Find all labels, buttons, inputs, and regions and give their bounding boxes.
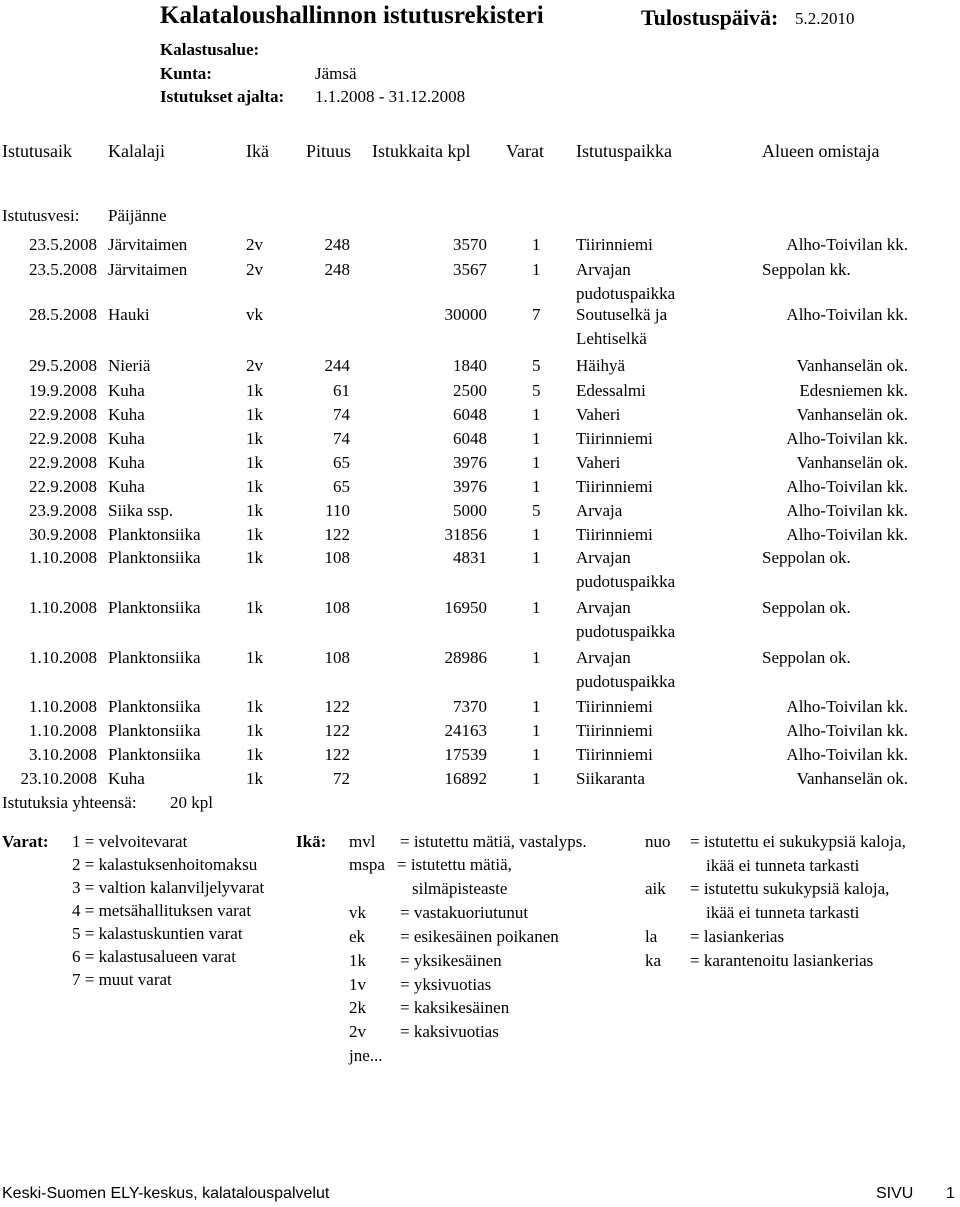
cell-age: 1k — [246, 429, 263, 448]
cell-date: 1.10.2008 — [29, 548, 97, 567]
other-legend-text: = lasiankerias — [690, 927, 785, 946]
cell-owner: Alho-Toivilan kk. — [786, 525, 908, 544]
varat-legend-label: Varat: — [2, 832, 49, 851]
ika-legend-code: 1v — [349, 975, 366, 994]
cell-count: 30000 — [444, 305, 487, 324]
ika-legend-text: = kaksikesäinen — [400, 998, 510, 1017]
cell-species: Nieriä — [108, 356, 151, 375]
cell-age: 1k — [246, 381, 263, 400]
cell-owner: Alho-Toivilan kk. — [786, 501, 908, 520]
cell-species: Planktonsiika — [108, 525, 201, 544]
cell-owner: Seppolan ok. — [762, 598, 851, 617]
cell-species: Planktonsiika — [108, 721, 201, 740]
cell-place: Tiirinniemi — [576, 525, 653, 544]
other-legend-code: aik — [645, 879, 666, 898]
cell-owner: Alho-Toivilan kk. — [786, 477, 908, 496]
cell-date: 1.10.2008 — [29, 721, 97, 740]
footer-page-num: 1 — [946, 1185, 955, 1202]
cell-species: Kuha — [108, 381, 145, 400]
ika-legend-code: ek — [349, 927, 366, 946]
cell-age: 1k — [246, 769, 263, 788]
varat-legend-item: 7 = muut varat — [72, 970, 172, 989]
cell-count: 6048 — [453, 429, 487, 448]
cell-varat: 1 — [532, 477, 541, 496]
cell-date: 1.10.2008 — [29, 598, 97, 617]
col-header-age: Ikä — [246, 141, 269, 161]
cell-length: 74 — [333, 429, 350, 448]
cell-varat: 1 — [532, 721, 541, 740]
cell-varat: 7 — [532, 305, 541, 324]
ika-legend-code: mvl — [349, 832, 376, 851]
ika-legend-text: silmäpisteaste — [412, 879, 508, 898]
cell-count: 16892 — [444, 769, 487, 788]
cell-count: 3976 — [453, 477, 487, 496]
cell-place: Soutuselkä ja — [576, 305, 668, 324]
cell-date: 22.9.2008 — [29, 477, 97, 496]
cell-age: 1k — [246, 648, 263, 667]
cell-count: 31856 — [444, 525, 487, 544]
cell-species: Kuha — [108, 429, 145, 448]
ika-legend-text: = yksivuotias — [400, 975, 492, 994]
cell-owner: Vanhanselän ok. — [796, 769, 908, 788]
cell-age: 2v — [246, 235, 263, 254]
cell-place: Arvajan — [576, 260, 631, 279]
other-legend-text: = istutettu ei sukukypsiä kaloja, — [690, 832, 906, 851]
cell-varat: 1 — [532, 598, 541, 617]
cell-varat: 5 — [532, 501, 541, 520]
cell-varat: 1 — [532, 429, 541, 448]
varat-legend-item: 5 = kalastuskuntien varat — [72, 924, 243, 943]
cell-length: 122 — [324, 697, 350, 716]
other-legend-code: nuo — [645, 832, 671, 851]
cell-place-line2: pudotuspaikka — [576, 284, 676, 303]
footer-page-label: SIVU — [876, 1185, 914, 1202]
cell-date: 23.10.2008 — [20, 769, 97, 788]
cell-owner: Alho-Toivilan kk. — [786, 235, 908, 254]
cell-owner: Alho-Toivilan kk. — [786, 429, 908, 448]
col-header-date: Istutusaik — [2, 141, 72, 161]
cell-age: 1k — [246, 745, 263, 764]
cell-place-line2: pudotuspaikka — [576, 672, 676, 691]
cell-species: Kuha — [108, 453, 145, 472]
cell-length: 110 — [325, 501, 350, 520]
cell-varat: 1 — [532, 453, 541, 472]
ika-legend-text: = istutettu mätiä, vastalyps. — [400, 832, 587, 851]
varat-legend-item: 3 = valtion kalanviljelyvarat — [72, 878, 265, 897]
cell-owner: Seppolan ok. — [762, 648, 851, 667]
cell-length: 108 — [324, 648, 350, 667]
cell-place-line2: pudotuspaikka — [576, 622, 676, 641]
varat-legend-item: 6 = kalastusalueen varat — [72, 947, 236, 966]
varat-legend-item: 2 = kalastuksenhoitomaksu — [72, 855, 258, 874]
cell-length: 74 — [333, 405, 350, 424]
other-legend-code: la — [645, 927, 658, 946]
col-header-varat: Varat — [506, 141, 544, 161]
cell-count: 3570 — [453, 235, 487, 254]
cell-owner: Vanhanselän ok. — [796, 453, 908, 472]
cell-length: 108 — [324, 548, 350, 567]
cell-species: Planktonsiika — [108, 598, 201, 617]
cell-date: 22.9.2008 — [29, 429, 97, 448]
total-label: Istutuksia yhteensä: — [2, 793, 137, 812]
cell-species: Järvitaimen — [108, 235, 188, 254]
cell-age: 1k — [246, 721, 263, 740]
cell-owner: Vanhanselän ok. — [796, 356, 908, 375]
cell-place: Siikaranta — [576, 769, 645, 788]
cell-varat: 1 — [532, 235, 541, 254]
cell-length: 122 — [324, 721, 350, 740]
cell-count: 7370 — [453, 697, 487, 716]
cell-species: Järvitaimen — [108, 260, 188, 279]
other-legend-text: = istutettu sukukypsiä kaloja, — [690, 879, 890, 898]
cell-species: Hauki — [108, 305, 150, 324]
cell-owner: Seppolan kk. — [762, 260, 851, 279]
cell-varat: 1 — [532, 648, 541, 667]
cell-owner: Edesniemen kk. — [799, 381, 908, 400]
cell-owner: Alho-Toivilan kk. — [786, 305, 908, 324]
cell-varat: 1 — [532, 697, 541, 716]
cell-owner: Alho-Toivilan kk. — [786, 697, 908, 716]
cell-length: 248 — [324, 260, 350, 279]
cell-place: Edessalmi — [576, 381, 646, 400]
cell-varat: 1 — [532, 769, 541, 788]
cell-species: Planktonsiika — [108, 697, 201, 716]
cell-count: 17539 — [444, 745, 487, 764]
ika-legend-text: = istutettu mätiä, — [397, 855, 512, 874]
cell-place: Arvajan — [576, 548, 631, 567]
other-legend-code: ka — [645, 951, 662, 970]
cell-date: 29.5.2008 — [29, 356, 97, 375]
cell-owner: Seppolan ok. — [762, 548, 851, 567]
cell-age: 1k — [246, 453, 263, 472]
cell-length: 244 — [324, 356, 350, 375]
cell-species: Planktonsiika — [108, 648, 201, 667]
cell-place: Tiirinniemi — [576, 721, 653, 740]
cell-count: 4831 — [453, 548, 487, 567]
cell-species: Planktonsiika — [108, 745, 201, 764]
ika-legend-code: mspa — [349, 855, 385, 874]
total-value: 20 kpl — [170, 793, 213, 812]
cell-age: 1k — [246, 548, 263, 567]
kunta-value: Jämsä — [315, 64, 357, 83]
cell-place: Tiirinniemi — [576, 745, 653, 764]
other-legend-text-line2: ikää ei tunneta tarkasti — [706, 856, 860, 875]
other-legend-text: = karantenoitu lasiankerias — [690, 951, 874, 970]
cell-count: 28986 — [444, 648, 487, 667]
kunta-label: Kunta: — [160, 64, 212, 83]
cell-count: 3567 — [453, 260, 487, 279]
cell-owner: Alho-Toivilan kk. — [786, 721, 908, 740]
cell-length: 122 — [324, 745, 350, 764]
cell-date: 1.10.2008 — [29, 648, 97, 667]
cell-place: Tiirinniemi — [576, 235, 653, 254]
cell-count: 5000 — [453, 501, 487, 520]
cell-length: 65 — [333, 477, 350, 496]
print-date-label: Tulostuspäivä: — [641, 5, 779, 30]
cell-varat: 1 — [532, 405, 541, 424]
cell-length: 61 — [333, 381, 350, 400]
water-label: Istutusvesi: — [2, 206, 80, 225]
varat-legend-item: 1 = velvoitevarat — [72, 832, 188, 851]
cell-count: 16950 — [444, 598, 487, 617]
ika-legend-text: = vastakuoriutunut — [400, 903, 529, 922]
cell-age: 1k — [246, 598, 263, 617]
cell-count: 24163 — [444, 721, 487, 740]
cell-date: 1.10.2008 — [29, 697, 97, 716]
cell-place: Tiirinniemi — [576, 697, 653, 716]
cell-age: 1k — [246, 405, 263, 424]
cell-species: Kuha — [108, 405, 145, 424]
cell-date: 3.10.2008 — [29, 745, 97, 764]
print-date: 5.2.2010 — [795, 9, 855, 28]
cell-age: 1k — [246, 501, 263, 520]
cell-date: 22.9.2008 — [29, 405, 97, 424]
ika-legend-text: = esikesäinen poikanen — [400, 927, 559, 946]
cell-length: 72 — [333, 769, 350, 788]
ika-legend-code: 2v — [349, 1022, 366, 1041]
cell-species: Planktonsiika — [108, 548, 201, 567]
cell-age: 1k — [246, 697, 263, 716]
cell-place-line2: pudotuspaikka — [576, 572, 676, 591]
cell-length: 65 — [333, 453, 350, 472]
footer-org: Keski-Suomen ELY-keskus, kalatalouspalvelut — [2, 1185, 330, 1202]
cell-age: 1k — [246, 477, 263, 496]
cell-count: 6048 — [453, 405, 487, 424]
cell-age: vk — [246, 305, 263, 324]
cell-species: Kuha — [108, 477, 145, 496]
cell-length: 108 — [324, 598, 350, 617]
cell-varat: 1 — [532, 525, 541, 544]
kalastusalue-label: Kalastusalue: — [160, 40, 260, 59]
cell-count: 1840 — [453, 356, 487, 375]
col-header-owner: Alueen omistaja — [762, 141, 880, 161]
cell-owner: Alho-Toivilan kk. — [786, 745, 908, 764]
report-title: Kalataloushallinnon istutusrekisteri — [160, 2, 544, 29]
cell-age: 1k — [246, 525, 263, 544]
cell-place: Tiirinniemi — [576, 429, 653, 448]
cell-species: Siika ssp. — [108, 501, 174, 520]
ika-legend-code: jne... — [349, 1046, 383, 1065]
cell-age: 2v — [246, 356, 263, 375]
cell-age: 2v — [246, 260, 263, 279]
period-value: 1.1.2008 - 31.12.2008 — [315, 87, 466, 106]
cell-varat: 1 — [532, 548, 541, 567]
cell-varat: 5 — [532, 356, 541, 375]
cell-place: Vaheri — [576, 405, 621, 424]
cell-place: Arvajan — [576, 598, 631, 617]
cell-date: 28.5.2008 — [29, 305, 97, 324]
other-legend-text-line2: ikää ei tunneta tarkasti — [706, 903, 860, 922]
cell-varat: 1 — [532, 260, 541, 279]
cell-date: 23.9.2008 — [29, 501, 97, 520]
col-header-length: Pituus — [306, 141, 352, 161]
cell-place: Arvaja — [576, 501, 623, 520]
ika-legend-text: = kaksivuotias — [400, 1022, 499, 1041]
period-label: Istutukset ajalta: — [160, 87, 285, 106]
cell-varat: 1 — [532, 745, 541, 764]
cell-date: 23.5.2008 — [29, 235, 97, 254]
col-header-species: Kalalaji — [108, 141, 165, 161]
col-header-count: Istukkaita kpl — [372, 141, 471, 161]
cell-owner: Vanhanselän ok. — [796, 405, 908, 424]
cell-length: 122 — [324, 525, 350, 544]
cell-count: 3976 — [453, 453, 487, 472]
cell-place-line2: Lehtiselkä — [576, 329, 647, 348]
cell-date: 23.5.2008 — [29, 260, 97, 279]
ika-legend-text: = yksikesäinen — [400, 951, 502, 970]
cell-date: 30.9.2008 — [29, 525, 97, 544]
ika-legend-code: vk — [349, 903, 366, 922]
cell-length: 248 — [324, 235, 350, 254]
ika-legend-label: Ikä: — [296, 832, 327, 851]
cell-varat: 5 — [532, 381, 541, 400]
varat-legend-item: 4 = metsähallituksen varat — [72, 901, 252, 920]
cell-species: Kuha — [108, 769, 145, 788]
cell-date: 19.9.2008 — [29, 381, 97, 400]
cell-count: 2500 — [453, 381, 487, 400]
cell-place: Arvajan — [576, 648, 631, 667]
cell-place: Vaheri — [576, 453, 621, 472]
water-value: Päijänne — [108, 206, 167, 225]
ika-legend-code: 1k — [349, 951, 366, 970]
cell-place: Häihyä — [576, 356, 626, 375]
col-header-place: Istutuspaikka — [576, 141, 672, 161]
cell-place: Tiirinniemi — [576, 477, 653, 496]
ika-legend-code: 2k — [349, 998, 366, 1017]
cell-date: 22.9.2008 — [29, 453, 97, 472]
